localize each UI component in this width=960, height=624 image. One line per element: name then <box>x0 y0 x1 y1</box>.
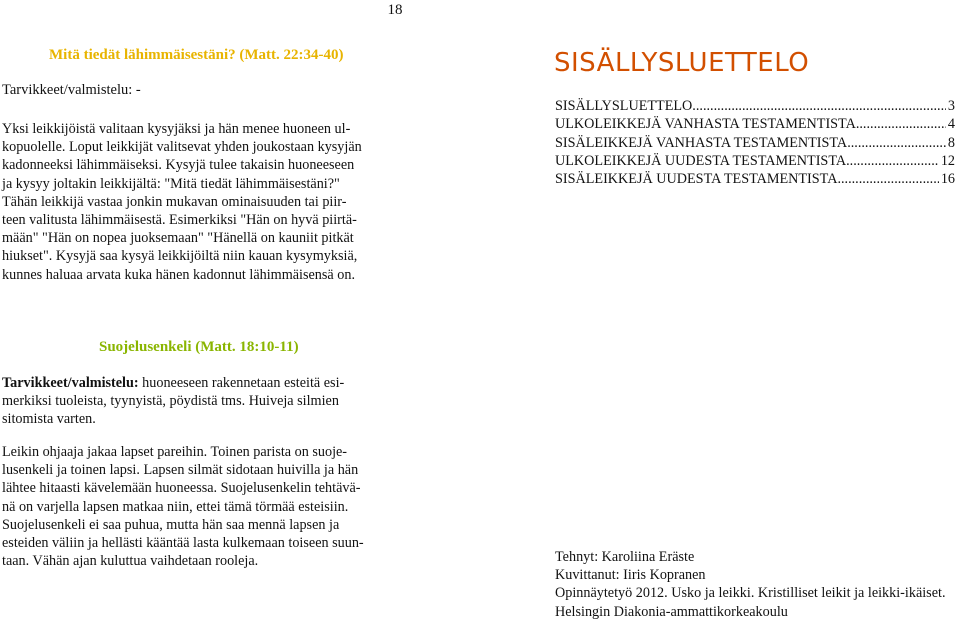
toc-leader <box>847 134 946 152</box>
toc-entry-title: ULKOLEIKKEJÄ VANHASTA TESTAMENTISTA <box>555 116 856 133</box>
game-2-supplies <box>2 374 405 429</box>
toc-leader <box>837 170 938 188</box>
toc-entry-title: ULKOLEIKKEJÄ UUDESTA TESTAMENTISTA <box>555 152 847 169</box>
text-line: Tähän leikkijä vastaa jonkin mukavan ominaisuuden tai piir- <box>2 193 347 210</box>
text-line: esteiden väliin ja hellästi kääntää lasta kulkemaan toiseen suun- <box>2 535 364 552</box>
toc-entry-page: 4 <box>947 116 955 133</box>
toc-entry-title: SISÄLEIKKEJÄ UUDESTA TESTAMENTISTA <box>555 171 838 188</box>
page-number: 18 <box>387 2 403 18</box>
text-line <box>2 374 405 392</box>
toc-leader <box>856 115 946 133</box>
text-line: sitomista varten. <box>2 411 96 428</box>
text-line: Leikin ohjaaja jakaa lapset pareihin. Toinen parista on suoje- <box>2 444 348 460</box>
text-line: hiukset". Kysyjä saa kysyä leikkijöiltä niin kauan kysymyksiä, <box>2 248 358 265</box>
toc-entry[interactable] <box>555 97 955 115</box>
credits <box>555 548 955 621</box>
toc-entry-page: 16 <box>940 171 955 188</box>
toc-entry[interactable] <box>555 134 955 152</box>
toc-heading: SISÄLLYSLUETTELO <box>554 48 810 78</box>
credit-school: Helsingin Diakonia-ammattikorkeakoulu <box>555 603 788 620</box>
toc-entry-title: SISÄLLYSLUETTELO <box>555 98 693 114</box>
text-line: kadonneeksi lähimmäiseksi. Kysyjä tulee takaisin huoneeseen <box>2 157 355 174</box>
credit-thesis: Opinnäytetyö 2012. Usko ja leikki. Kristilliset leikit ja leikki-ikäiset. <box>555 585 946 602</box>
toc-entry[interactable] <box>555 152 955 170</box>
game-1-title: Mitä tiedät lähimmäisestäni? (Matt. 22:34-40) <box>49 47 344 63</box>
toc-entry-page: 12 <box>940 152 955 169</box>
text-line: kunnes haluaa arvata kuka hänen kadonnut lähimmäisensä on. <box>2 266 355 283</box>
toc-entry-title: SISÄLEIKKEJÄ VANHASTA TESTAMENTISTA <box>555 134 848 151</box>
table-of-contents <box>555 97 955 188</box>
credit-author: Tehnyt: Karoliina Eräste <box>555 549 695 565</box>
toc-entry[interactable] <box>555 170 955 188</box>
text-line: mään" "Hän on nopea juoksemaan" "Hänellä on kauniit pitkät <box>2 230 354 247</box>
text-line: kopuolelle. Loput leikkijät valitsevat yhden joukostaan kysyjän <box>2 139 362 156</box>
text-line: taan. Vähän ajan kuluttua vaihdetaan rooleja. <box>2 553 259 570</box>
game-2-title: Suojelusenkeli (Matt. 18:10-11) <box>99 339 299 355</box>
text-line: teen valitusta lähimmäisestä. Esimerkiksi "Hän on hyvä piirtä- <box>2 212 357 229</box>
text-line: Suojelusenkeli ei saa puhua, mutta hän saa mennä lapsen ja <box>2 516 340 533</box>
toc-leader <box>846 152 939 170</box>
game-2-description <box>2 443 405 570</box>
supplies-text: huoneeseen rakennetaan esteitä esi- <box>138 375 345 391</box>
text-line: merkiksi tuoleista, tyynyistä, pöydistä tms. Huiveja silmien <box>2 393 339 410</box>
supplies-label: Tarvikkeet/valmistelu: <box>2 375 139 391</box>
toc-entry[interactable] <box>555 115 955 133</box>
text-line: nä on varjella lapsen matkaa niin, ettei tämä törmää esteisiin. <box>2 498 349 515</box>
game-1-description <box>2 120 405 284</box>
text-line: lähtee hitaasti kävelemään huoneessa. Suojelusenkelin tehtävä- <box>2 480 361 497</box>
toc-leader <box>692 97 946 115</box>
toc-entry-page: 3 <box>947 98 955 114</box>
text-line: lusenkeli ja toinen lapsi. Lapsen silmät sidotaan huivilla ja hän <box>2 462 359 479</box>
text-line: ja kysyy joltakin leikkijältä: "Mitä tiedät lähimmäisestäni?" <box>2 175 340 192</box>
toc-entry-page: 8 <box>947 134 955 151</box>
game-1-supplies: Tarvikkeet/valmistelu: - <box>2 82 141 98</box>
text-line: Yksi leikkijöistä valitaan kysyjäksi ja hän menee huoneen ul- <box>2 121 351 137</box>
credit-illustrator: Kuvittanut: Iiris Kopranen <box>555 567 706 584</box>
